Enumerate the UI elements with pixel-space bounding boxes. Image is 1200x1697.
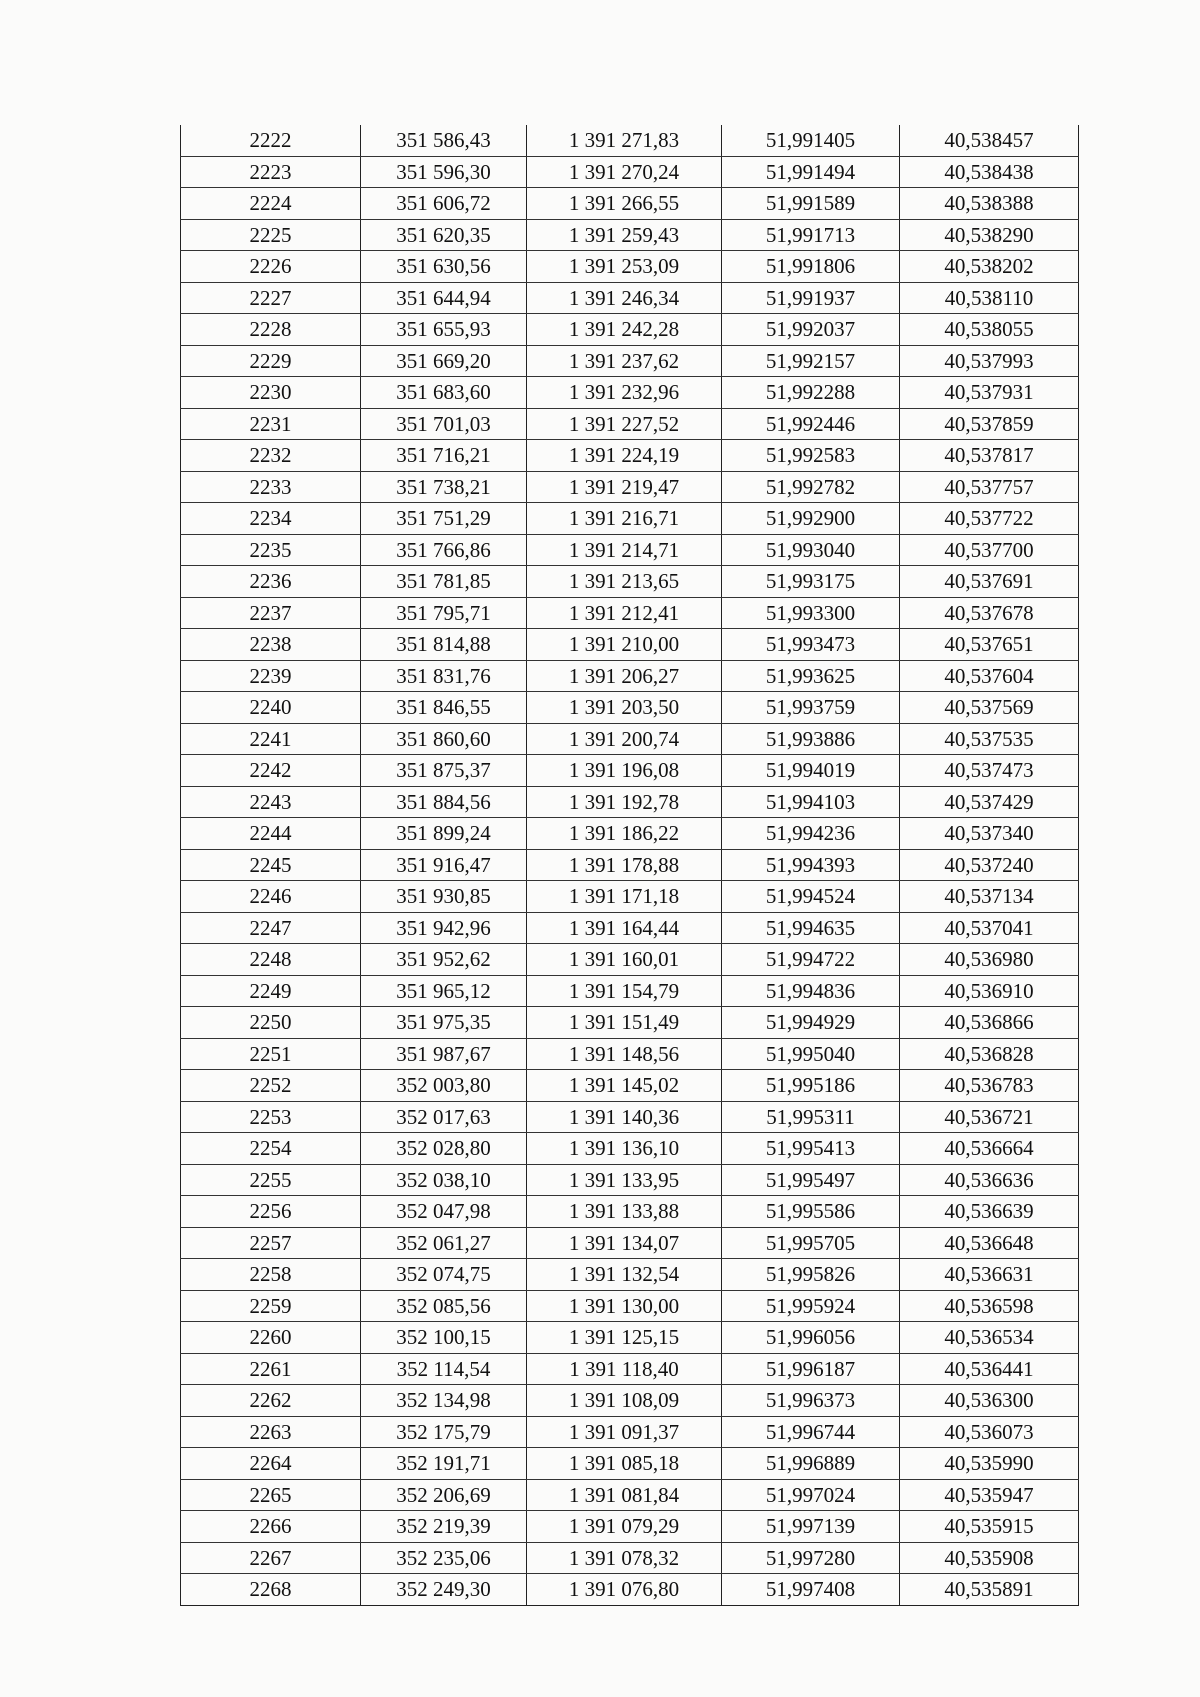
longitude-cell: 40,537931: [900, 377, 1079, 409]
y-coordinate-cell: 1 391 259,43: [527, 219, 722, 251]
table-row: [181, 1007, 1079, 1039]
longitude-cell: 40,537993: [900, 345, 1079, 377]
table-row: [181, 1416, 1079, 1448]
point-number-cell: 2235: [181, 534, 361, 566]
table-row: [181, 156, 1079, 188]
table-row: [181, 881, 1079, 913]
x-coordinate-cell: 351 716,21: [361, 440, 527, 472]
latitude-cell: 51,995705: [722, 1227, 900, 1259]
point-number-cell: 2259: [181, 1290, 361, 1322]
longitude-cell: 40,536648: [900, 1227, 1079, 1259]
latitude-cell: 51,993473: [722, 629, 900, 661]
point-number-cell: 2234: [181, 503, 361, 535]
point-number-cell: 2265: [181, 1479, 361, 1511]
longitude-cell: 40,537429: [900, 786, 1079, 818]
latitude-cell: 51,991405: [722, 125, 900, 156]
table-row: [181, 1133, 1079, 1165]
x-coordinate-cell: 351 751,29: [361, 503, 527, 535]
table-row: [181, 975, 1079, 1007]
longitude-cell: 40,536636: [900, 1164, 1079, 1196]
latitude-cell: 51,995497: [722, 1164, 900, 1196]
longitude-cell: 40,538438: [900, 156, 1079, 188]
coordinates-table: [180, 125, 1079, 1606]
y-coordinate-cell: 1 391 085,18: [527, 1448, 722, 1480]
y-coordinate-cell: 1 391 081,84: [527, 1479, 722, 1511]
x-coordinate-cell: 352 100,15: [361, 1322, 527, 1354]
longitude-cell: 40,538110: [900, 282, 1079, 314]
latitude-cell: 51,997139: [722, 1511, 900, 1543]
x-coordinate-cell: 352 028,80: [361, 1133, 527, 1165]
point-number-cell: 2256: [181, 1196, 361, 1228]
table-row: [181, 1164, 1079, 1196]
latitude-cell: 51,995586: [722, 1196, 900, 1228]
latitude-cell: 51,994236: [722, 818, 900, 850]
longitude-cell: 40,536721: [900, 1101, 1079, 1133]
y-coordinate-cell: 1 391 079,29: [527, 1511, 722, 1543]
x-coordinate-cell: 351 630,56: [361, 251, 527, 283]
latitude-cell: 51,991494: [722, 156, 900, 188]
x-coordinate-cell: 352 047,98: [361, 1196, 527, 1228]
latitude-cell: 51,994635: [722, 912, 900, 944]
y-coordinate-cell: 1 391 224,19: [527, 440, 722, 472]
latitude-cell: 51,997280: [722, 1542, 900, 1574]
point-number-cell: 2236: [181, 566, 361, 598]
point-number-cell: 2243: [181, 786, 361, 818]
point-number-cell: 2267: [181, 1542, 361, 1574]
point-number-cell: 2238: [181, 629, 361, 661]
x-coordinate-cell: 352 114,54: [361, 1353, 527, 1385]
latitude-cell: 51,995040: [722, 1038, 900, 1070]
y-coordinate-cell: 1 391 271,83: [527, 125, 722, 156]
x-coordinate-cell: 351 860,60: [361, 723, 527, 755]
longitude-cell: 40,536866: [900, 1007, 1079, 1039]
coordinates-table-body: [181, 125, 1079, 1605]
x-coordinate-cell: 351 620,35: [361, 219, 527, 251]
longitude-cell: 40,537678: [900, 597, 1079, 629]
x-coordinate-cell: 352 017,63: [361, 1101, 527, 1133]
latitude-cell: 51,991806: [722, 251, 900, 283]
table-row: [181, 1353, 1079, 1385]
point-number-cell: 2249: [181, 975, 361, 1007]
y-coordinate-cell: 1 391 200,74: [527, 723, 722, 755]
latitude-cell: 51,994103: [722, 786, 900, 818]
longitude-cell: 40,537569: [900, 692, 1079, 724]
latitude-cell: 51,993886: [722, 723, 900, 755]
latitude-cell: 51,993300: [722, 597, 900, 629]
x-coordinate-cell: 351 952,62: [361, 944, 527, 976]
y-coordinate-cell: 1 391 203,50: [527, 692, 722, 724]
longitude-cell: 40,535947: [900, 1479, 1079, 1511]
longitude-cell: 40,537651: [900, 629, 1079, 661]
table-row: [181, 125, 1079, 156]
x-coordinate-cell: 351 738,21: [361, 471, 527, 503]
x-coordinate-cell: 351 606,72: [361, 188, 527, 220]
table-row: [181, 1511, 1079, 1543]
latitude-cell: 51,992583: [722, 440, 900, 472]
point-number-cell: 2263: [181, 1416, 361, 1448]
point-number-cell: 2232: [181, 440, 361, 472]
table-row: [181, 786, 1079, 818]
longitude-cell: 40,536441: [900, 1353, 1079, 1385]
point-number-cell: 2241: [181, 723, 361, 755]
x-coordinate-cell: 351 965,12: [361, 975, 527, 1007]
x-coordinate-cell: 352 235,06: [361, 1542, 527, 1574]
latitude-cell: 51,991589: [722, 188, 900, 220]
point-number-cell: 2255: [181, 1164, 361, 1196]
longitude-cell: 40,538290: [900, 219, 1079, 251]
longitude-cell: 40,537134: [900, 881, 1079, 913]
x-coordinate-cell: 351 884,56: [361, 786, 527, 818]
x-coordinate-cell: 351 942,96: [361, 912, 527, 944]
x-coordinate-cell: 351 683,60: [361, 377, 527, 409]
y-coordinate-cell: 1 391 227,52: [527, 408, 722, 440]
longitude-cell: 40,537041: [900, 912, 1079, 944]
point-number-cell: 2248: [181, 944, 361, 976]
x-coordinate-cell: 351 586,43: [361, 125, 527, 156]
table-row: [181, 1101, 1079, 1133]
latitude-cell: 51,992446: [722, 408, 900, 440]
longitude-cell: 40,536073: [900, 1416, 1079, 1448]
x-coordinate-cell: 352 074,75: [361, 1259, 527, 1291]
x-coordinate-cell: 351 766,86: [361, 534, 527, 566]
point-number-cell: 2225: [181, 219, 361, 251]
table-row: [181, 471, 1079, 503]
x-coordinate-cell: 351 975,35: [361, 1007, 527, 1039]
point-number-cell: 2258: [181, 1259, 361, 1291]
longitude-cell: 40,536534: [900, 1322, 1079, 1354]
table-row: [181, 408, 1079, 440]
longitude-cell: 40,537757: [900, 471, 1079, 503]
latitude-cell: 51,995826: [722, 1259, 900, 1291]
longitude-cell: 40,536631: [900, 1259, 1079, 1291]
y-coordinate-cell: 1 391 140,36: [527, 1101, 722, 1133]
y-coordinate-cell: 1 391 232,96: [527, 377, 722, 409]
point-number-cell: 2229: [181, 345, 361, 377]
x-coordinate-cell: 351 655,93: [361, 314, 527, 346]
latitude-cell: 51,992037: [722, 314, 900, 346]
y-coordinate-cell: 1 391 242,28: [527, 314, 722, 346]
table-row: [181, 912, 1079, 944]
point-number-cell: 2244: [181, 818, 361, 850]
y-coordinate-cell: 1 391 246,34: [527, 282, 722, 314]
point-number-cell: 2231: [181, 408, 361, 440]
x-coordinate-cell: 352 061,27: [361, 1227, 527, 1259]
y-coordinate-cell: 1 391 206,27: [527, 660, 722, 692]
point-number-cell: 2237: [181, 597, 361, 629]
y-coordinate-cell: 1 391 130,00: [527, 1290, 722, 1322]
longitude-cell: 40,536910: [900, 975, 1079, 1007]
point-number-cell: 2253: [181, 1101, 361, 1133]
table-row: [181, 566, 1079, 598]
point-number-cell: 2261: [181, 1353, 361, 1385]
table-row: [181, 1479, 1079, 1511]
point-number-cell: 2268: [181, 1574, 361, 1606]
x-coordinate-cell: 351 875,37: [361, 755, 527, 787]
x-coordinate-cell: 351 987,67: [361, 1038, 527, 1070]
table-row: [181, 282, 1079, 314]
table-row: [181, 503, 1079, 535]
y-coordinate-cell: 1 391 148,56: [527, 1038, 722, 1070]
longitude-cell: 40,538055: [900, 314, 1079, 346]
table-row: [181, 377, 1079, 409]
latitude-cell: 51,997408: [722, 1574, 900, 1606]
y-coordinate-cell: 1 391 125,15: [527, 1322, 722, 1354]
y-coordinate-cell: 1 391 136,10: [527, 1133, 722, 1165]
y-coordinate-cell: 1 391 192,78: [527, 786, 722, 818]
longitude-cell: 40,538202: [900, 251, 1079, 283]
y-coordinate-cell: 1 391 078,32: [527, 1542, 722, 1574]
table-row: [181, 629, 1079, 661]
table-row: [181, 345, 1079, 377]
longitude-cell: 40,537722: [900, 503, 1079, 535]
table-row: [181, 1322, 1079, 1354]
table-row: [181, 818, 1079, 850]
x-coordinate-cell: 351 916,47: [361, 849, 527, 881]
longitude-cell: 40,537240: [900, 849, 1079, 881]
y-coordinate-cell: 1 391 214,71: [527, 534, 722, 566]
x-coordinate-cell: 351 596,30: [361, 156, 527, 188]
latitude-cell: 51,992900: [722, 503, 900, 535]
latitude-cell: 51,993175: [722, 566, 900, 598]
y-coordinate-cell: 1 391 253,09: [527, 251, 722, 283]
x-coordinate-cell: 351 669,20: [361, 345, 527, 377]
y-coordinate-cell: 1 391 076,80: [527, 1574, 722, 1606]
point-number-cell: 2266: [181, 1511, 361, 1543]
latitude-cell: 51,992288: [722, 377, 900, 409]
latitude-cell: 51,996187: [722, 1353, 900, 1385]
table-row: [181, 1259, 1079, 1291]
x-coordinate-cell: 351 795,71: [361, 597, 527, 629]
y-coordinate-cell: 1 391 186,22: [527, 818, 722, 850]
latitude-cell: 51,991713: [722, 219, 900, 251]
y-coordinate-cell: 1 391 091,37: [527, 1416, 722, 1448]
point-number-cell: 2226: [181, 251, 361, 283]
point-number-cell: 2223: [181, 156, 361, 188]
table-row: [181, 1448, 1079, 1480]
y-coordinate-cell: 1 391 132,54: [527, 1259, 722, 1291]
point-number-cell: 2240: [181, 692, 361, 724]
x-coordinate-cell: 351 846,55: [361, 692, 527, 724]
x-coordinate-cell: 351 781,85: [361, 566, 527, 598]
x-coordinate-cell: 351 644,94: [361, 282, 527, 314]
longitude-cell: 40,537473: [900, 755, 1079, 787]
longitude-cell: 40,537859: [900, 408, 1079, 440]
point-number-cell: 2242: [181, 755, 361, 787]
point-number-cell: 2245: [181, 849, 361, 881]
point-number-cell: 2227: [181, 282, 361, 314]
point-number-cell: 2257: [181, 1227, 361, 1259]
latitude-cell: 51,994722: [722, 944, 900, 976]
y-coordinate-cell: 1 391 270,24: [527, 156, 722, 188]
table-row: [181, 534, 1079, 566]
table-row: [181, 440, 1079, 472]
y-coordinate-cell: 1 391 196,08: [527, 755, 722, 787]
y-coordinate-cell: 1 391 171,18: [527, 881, 722, 913]
x-coordinate-cell: 351 814,88: [361, 629, 527, 661]
latitude-cell: 51,991937: [722, 282, 900, 314]
y-coordinate-cell: 1 391 160,01: [527, 944, 722, 976]
table-row: [181, 849, 1079, 881]
table-row: [181, 597, 1079, 629]
point-number-cell: 2233: [181, 471, 361, 503]
y-coordinate-cell: 1 391 219,47: [527, 471, 722, 503]
latitude-cell: 51,996889: [722, 1448, 900, 1480]
point-number-cell: 2246: [181, 881, 361, 913]
latitude-cell: 51,994393: [722, 849, 900, 881]
latitude-cell: 51,992157: [722, 345, 900, 377]
x-coordinate-cell: 352 038,10: [361, 1164, 527, 1196]
point-number-cell: 2247: [181, 912, 361, 944]
longitude-cell: 40,536664: [900, 1133, 1079, 1165]
y-coordinate-cell: 1 391 145,02: [527, 1070, 722, 1102]
latitude-cell: 51,995924: [722, 1290, 900, 1322]
y-coordinate-cell: 1 391 134,07: [527, 1227, 722, 1259]
table-row: [181, 1070, 1079, 1102]
longitude-cell: 40,536300: [900, 1385, 1079, 1417]
x-coordinate-cell: 352 191,71: [361, 1448, 527, 1480]
y-coordinate-cell: 1 391 151,49: [527, 1007, 722, 1039]
y-coordinate-cell: 1 391 213,65: [527, 566, 722, 598]
y-coordinate-cell: 1 391 133,95: [527, 1164, 722, 1196]
latitude-cell: 51,994524: [722, 881, 900, 913]
y-coordinate-cell: 1 391 210,00: [527, 629, 722, 661]
longitude-cell: 40,537817: [900, 440, 1079, 472]
table-row: [181, 944, 1079, 976]
x-coordinate-cell: 352 219,39: [361, 1511, 527, 1543]
longitude-cell: 40,537340: [900, 818, 1079, 850]
point-number-cell: 2264: [181, 1448, 361, 1480]
longitude-cell: 40,535915: [900, 1511, 1079, 1543]
longitude-cell: 40,537604: [900, 660, 1079, 692]
longitude-cell: 40,537691: [900, 566, 1079, 598]
latitude-cell: 51,995311: [722, 1101, 900, 1133]
x-coordinate-cell: 352 134,98: [361, 1385, 527, 1417]
table-row: [181, 1227, 1079, 1259]
table-row: [181, 1385, 1079, 1417]
table-row: [181, 251, 1079, 283]
table-row: [181, 723, 1079, 755]
latitude-cell: 51,996056: [722, 1322, 900, 1354]
latitude-cell: 51,997024: [722, 1479, 900, 1511]
point-number-cell: 2251: [181, 1038, 361, 1070]
y-coordinate-cell: 1 391 164,44: [527, 912, 722, 944]
y-coordinate-cell: 1 391 178,88: [527, 849, 722, 881]
x-coordinate-cell: 352 249,30: [361, 1574, 527, 1606]
longitude-cell: 40,536828: [900, 1038, 1079, 1070]
longitude-cell: 40,536783: [900, 1070, 1079, 1102]
table-row: [181, 692, 1079, 724]
longitude-cell: 40,536598: [900, 1290, 1079, 1322]
y-coordinate-cell: 1 391 133,88: [527, 1196, 722, 1228]
point-number-cell: 2222: [181, 125, 361, 156]
y-coordinate-cell: 1 391 216,71: [527, 503, 722, 535]
x-coordinate-cell: 351 899,24: [361, 818, 527, 850]
point-number-cell: 2252: [181, 1070, 361, 1102]
latitude-cell: 51,993759: [722, 692, 900, 724]
y-coordinate-cell: 1 391 266,55: [527, 188, 722, 220]
x-coordinate-cell: 352 175,79: [361, 1416, 527, 1448]
table-row: [181, 1574, 1079, 1606]
longitude-cell: 40,537535: [900, 723, 1079, 755]
longitude-cell: 40,535990: [900, 1448, 1079, 1480]
table-row: [181, 1196, 1079, 1228]
y-coordinate-cell: 1 391 154,79: [527, 975, 722, 1007]
table-row: [181, 1038, 1079, 1070]
y-coordinate-cell: 1 391 237,62: [527, 345, 722, 377]
longitude-cell: 40,538388: [900, 188, 1079, 220]
latitude-cell: 51,996744: [722, 1416, 900, 1448]
point-number-cell: 2250: [181, 1007, 361, 1039]
latitude-cell: 51,994929: [722, 1007, 900, 1039]
latitude-cell: 51,995186: [722, 1070, 900, 1102]
latitude-cell: 51,992782: [722, 471, 900, 503]
x-coordinate-cell: 351 930,85: [361, 881, 527, 913]
latitude-cell: 51,993625: [722, 660, 900, 692]
point-number-cell: 2239: [181, 660, 361, 692]
point-number-cell: 2224: [181, 188, 361, 220]
point-number-cell: 2254: [181, 1133, 361, 1165]
latitude-cell: 51,996373: [722, 1385, 900, 1417]
x-coordinate-cell: 352 085,56: [361, 1290, 527, 1322]
x-coordinate-cell: 352 003,80: [361, 1070, 527, 1102]
y-coordinate-cell: 1 391 108,09: [527, 1385, 722, 1417]
point-number-cell: 2260: [181, 1322, 361, 1354]
x-coordinate-cell: 352 206,69: [361, 1479, 527, 1511]
latitude-cell: 51,993040: [722, 534, 900, 566]
table-row: [181, 660, 1079, 692]
point-number-cell: 2262: [181, 1385, 361, 1417]
table-row: [181, 219, 1079, 251]
table-row: [181, 1290, 1079, 1322]
point-number-cell: 2230: [181, 377, 361, 409]
latitude-cell: 51,994836: [722, 975, 900, 1007]
y-coordinate-cell: 1 391 118,40: [527, 1353, 722, 1385]
latitude-cell: 51,994019: [722, 755, 900, 787]
table-row: [181, 755, 1079, 787]
y-coordinate-cell: 1 391 212,41: [527, 597, 722, 629]
longitude-cell: 40,538457: [900, 125, 1079, 156]
latitude-cell: 51,995413: [722, 1133, 900, 1165]
table-row: [181, 188, 1079, 220]
longitude-cell: 40,535908: [900, 1542, 1079, 1574]
table-row: [181, 314, 1079, 346]
longitude-cell: 40,536639: [900, 1196, 1079, 1228]
point-number-cell: 2228: [181, 314, 361, 346]
table-row: [181, 1542, 1079, 1574]
x-coordinate-cell: 351 701,03: [361, 408, 527, 440]
longitude-cell: 40,536980: [900, 944, 1079, 976]
longitude-cell: 40,537700: [900, 534, 1079, 566]
x-coordinate-cell: 351 831,76: [361, 660, 527, 692]
longitude-cell: 40,535891: [900, 1574, 1079, 1606]
